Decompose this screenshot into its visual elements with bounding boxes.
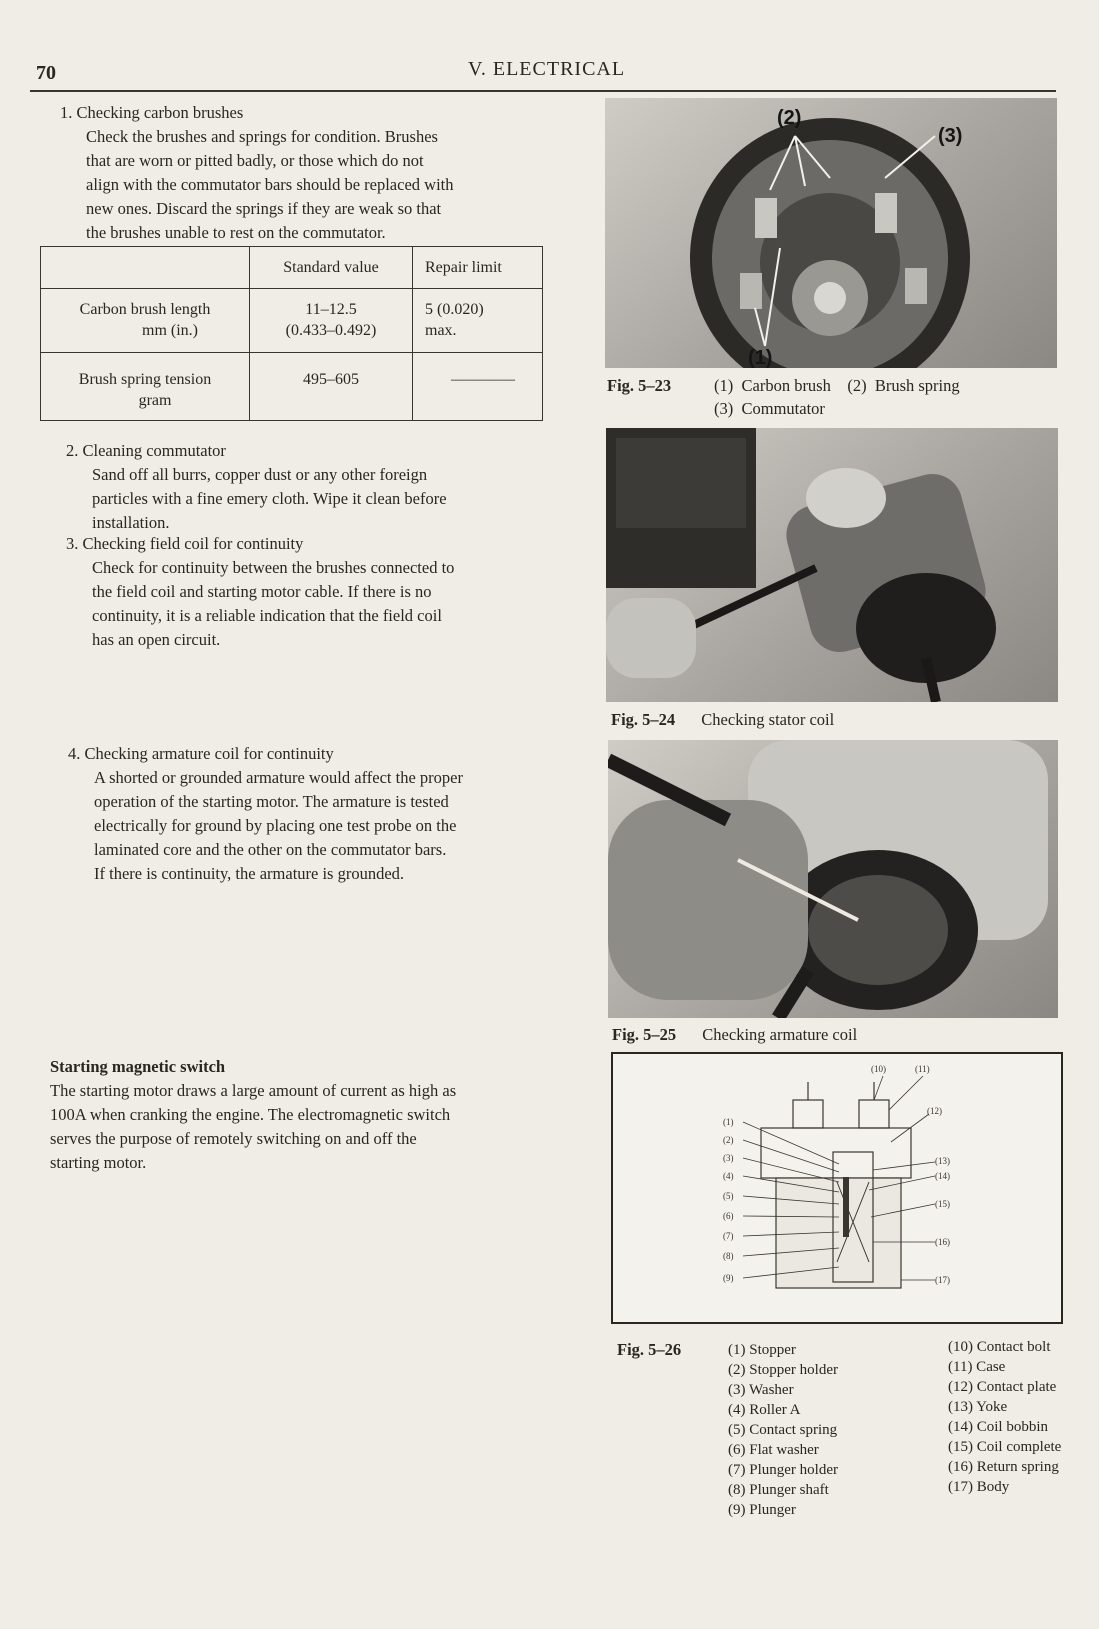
legend-item: (14) Coil bobbin bbox=[948, 1419, 1048, 1435]
figure-caption bbox=[611, 708, 834, 731]
table-cell-item: Carbon brush length bbox=[79, 301, 211, 318]
body-line: electrically for ground by placing one test probe on the bbox=[94, 816, 457, 835]
table-header-cell: Standard value bbox=[250, 247, 413, 289]
section-title: 3. Checking field coil for continuity bbox=[66, 534, 304, 553]
body-line: Sand off all burrs, copper dust or any other foreign bbox=[92, 465, 428, 484]
section-cleaning-commutator bbox=[66, 439, 556, 535]
legend-item: (9) Plunger bbox=[728, 1502, 796, 1518]
section-title: 4. Checking armature coil for continuity bbox=[68, 744, 334, 763]
figure-caption bbox=[612, 1023, 857, 1046]
brush-holder-illustration bbox=[605, 98, 1057, 368]
table-cell-standard-inch: (0.433–0.492) bbox=[285, 322, 377, 339]
legend-item: (15) Coil complete bbox=[948, 1439, 1062, 1455]
body-line: Check the brushes and springs for condition. Brushes bbox=[86, 127, 438, 146]
caption-text: Checking stator coil bbox=[701, 710, 835, 729]
chapter-title: V. ELECTRICAL bbox=[468, 58, 626, 80]
caption-line: (1) Carbon brush (2) Brush spring bbox=[714, 376, 960, 395]
body-line: has an open circuit. bbox=[92, 630, 221, 649]
body-line: The starting motor draws a large amount of current as high as bbox=[50, 1081, 457, 1100]
header-rule bbox=[30, 90, 1056, 92]
legend-right bbox=[948, 1337, 1061, 1497]
legend-item: (7) Plunger holder bbox=[728, 1462, 838, 1478]
fig-5-26-label: Fig. 5–26 bbox=[617, 1340, 682, 1359]
photo-checking-armature-coil bbox=[608, 740, 1058, 1018]
body-line: starting motor. bbox=[50, 1153, 147, 1172]
legend-item: (16) Return spring bbox=[948, 1459, 1059, 1475]
table-header-cell: Repair limit bbox=[413, 247, 543, 289]
body-line: operation of the starting motor. The armature is tested bbox=[94, 792, 449, 811]
legend-item: (3) Washer bbox=[728, 1382, 794, 1398]
legend-item: (6) Flat washer bbox=[728, 1442, 819, 1458]
table-cell-unit: mm (in.) bbox=[142, 322, 198, 339]
table-cell-standard: 11–12.5 bbox=[305, 301, 357, 318]
caption-text: Checking armature coil bbox=[702, 1025, 858, 1044]
fig-5-25-label: Fig. 5–25 bbox=[612, 1025, 677, 1044]
body-line: that are worn or pitted badly, or those which do not bbox=[86, 151, 424, 170]
diagram-number: (6) bbox=[723, 1211, 734, 1221]
body-line: 100A when cranking the engine. The electromagnetic switch bbox=[50, 1105, 451, 1124]
table-cell-standard: 495–605 bbox=[303, 371, 359, 388]
legend-item: (8) Plunger shaft bbox=[728, 1482, 829, 1498]
table-cell-unit: gram bbox=[138, 392, 172, 409]
body-line: align with the commutator bars should be replaced with bbox=[86, 175, 454, 194]
diagram-number: (2) bbox=[723, 1135, 734, 1145]
spec-table bbox=[40, 246, 543, 421]
body-line: new ones. Discard the springs if they are weak so that bbox=[86, 199, 442, 218]
legend-item: (2) Stopper holder bbox=[728, 1362, 838, 1378]
body-line: installation. bbox=[92, 513, 170, 532]
table-header-cell bbox=[41, 247, 250, 289]
table-cell-item: Brush spring tension bbox=[78, 371, 212, 388]
table-header-row bbox=[41, 247, 543, 289]
body-line: serves the purpose of remotely switching on and off the bbox=[50, 1129, 417, 1148]
section-checking-field-coil bbox=[66, 532, 556, 652]
diagram-number: (16) bbox=[935, 1237, 950, 1247]
body-line: the brushes unable to rest on the commutator. bbox=[86, 223, 386, 242]
legend-item: (12) Contact plate bbox=[948, 1379, 1057, 1395]
diagram-number: (9) bbox=[723, 1273, 734, 1283]
photo-carbon-brush-holder bbox=[605, 98, 1057, 368]
body-line: particles with a fine emery cloth. Wipe it clean before bbox=[92, 489, 447, 508]
callout-1: (1) bbox=[748, 347, 773, 368]
legend-item: (4) Roller A bbox=[728, 1402, 801, 1418]
section-title: Starting magnetic switch bbox=[50, 1057, 226, 1076]
diagram-number: (12) bbox=[927, 1106, 942, 1116]
section-title: 1. Checking carbon brushes bbox=[60, 103, 244, 122]
body-line: the field coil and starting motor cable. If there is no bbox=[92, 582, 432, 601]
body-line: If there is continuity, the armature is grounded. bbox=[94, 864, 405, 883]
fig-5-24-label: Fig. 5–24 bbox=[611, 710, 676, 729]
stator-test-illustration bbox=[606, 428, 1058, 702]
legend-item: (11) Case bbox=[948, 1359, 1006, 1375]
callout-2: (2) bbox=[777, 107, 802, 129]
section-starting-magnetic-switch bbox=[50, 1055, 560, 1175]
diagram-number: (11) bbox=[915, 1064, 930, 1074]
diagram-number: (4) bbox=[723, 1171, 734, 1181]
caption-line: (3) Commutator bbox=[714, 399, 825, 418]
diagram-number: (10) bbox=[871, 1064, 886, 1074]
diagram-number: (14) bbox=[935, 1171, 950, 1181]
armature-test-illustration bbox=[608, 740, 1058, 1018]
table-cell-limit: ———— bbox=[451, 371, 515, 388]
diagram-number: (5) bbox=[723, 1191, 734, 1201]
body-line: continuity, it is a reliable indication that the field coil bbox=[92, 606, 442, 625]
table-row bbox=[41, 353, 543, 421]
body-line: Check for continuity between the brushes connected to bbox=[92, 558, 455, 577]
diagram-number: (3) bbox=[723, 1153, 734, 1163]
legend-item: (13) Yoke bbox=[948, 1399, 1008, 1415]
body-line: laminated core and the other on the commutator bars. bbox=[94, 840, 447, 859]
legend-item: (10) Contact bolt bbox=[948, 1339, 1051, 1355]
table-cell-limit: 5 (0.020) bbox=[425, 301, 484, 318]
section-checking-carbon-brushes bbox=[60, 101, 550, 245]
diagram-number: (13) bbox=[935, 1156, 950, 1166]
legend-left bbox=[728, 1340, 838, 1520]
legend-item: (17) Body bbox=[948, 1479, 1010, 1495]
body-line: A shorted or grounded armature would affect the proper bbox=[94, 768, 463, 787]
legend-item: (1) Stopper bbox=[728, 1342, 796, 1358]
diagram-number: (7) bbox=[723, 1231, 734, 1241]
diagram-number: (8) bbox=[723, 1251, 734, 1261]
section-checking-armature-coil bbox=[68, 742, 558, 886]
figure-caption bbox=[714, 374, 960, 420]
diagram-number: (15) bbox=[935, 1199, 950, 1209]
table-row bbox=[41, 289, 543, 353]
figure-label bbox=[617, 1338, 681, 1361]
table-cell-limit-note: max. bbox=[425, 322, 457, 339]
diagram-number: (1) bbox=[723, 1117, 734, 1127]
legend-item: (5) Contact spring bbox=[728, 1422, 838, 1438]
callout-3: (3) bbox=[938, 125, 963, 147]
section-title: 2. Cleaning commutator bbox=[66, 441, 226, 460]
fig-5-23-label: Fig. 5–23 bbox=[607, 376, 672, 395]
diagram-number: (17) bbox=[935, 1275, 950, 1285]
figure-label bbox=[607, 374, 671, 397]
page-number: 70 bbox=[36, 62, 56, 84]
photo-checking-stator-coil bbox=[606, 428, 1058, 702]
